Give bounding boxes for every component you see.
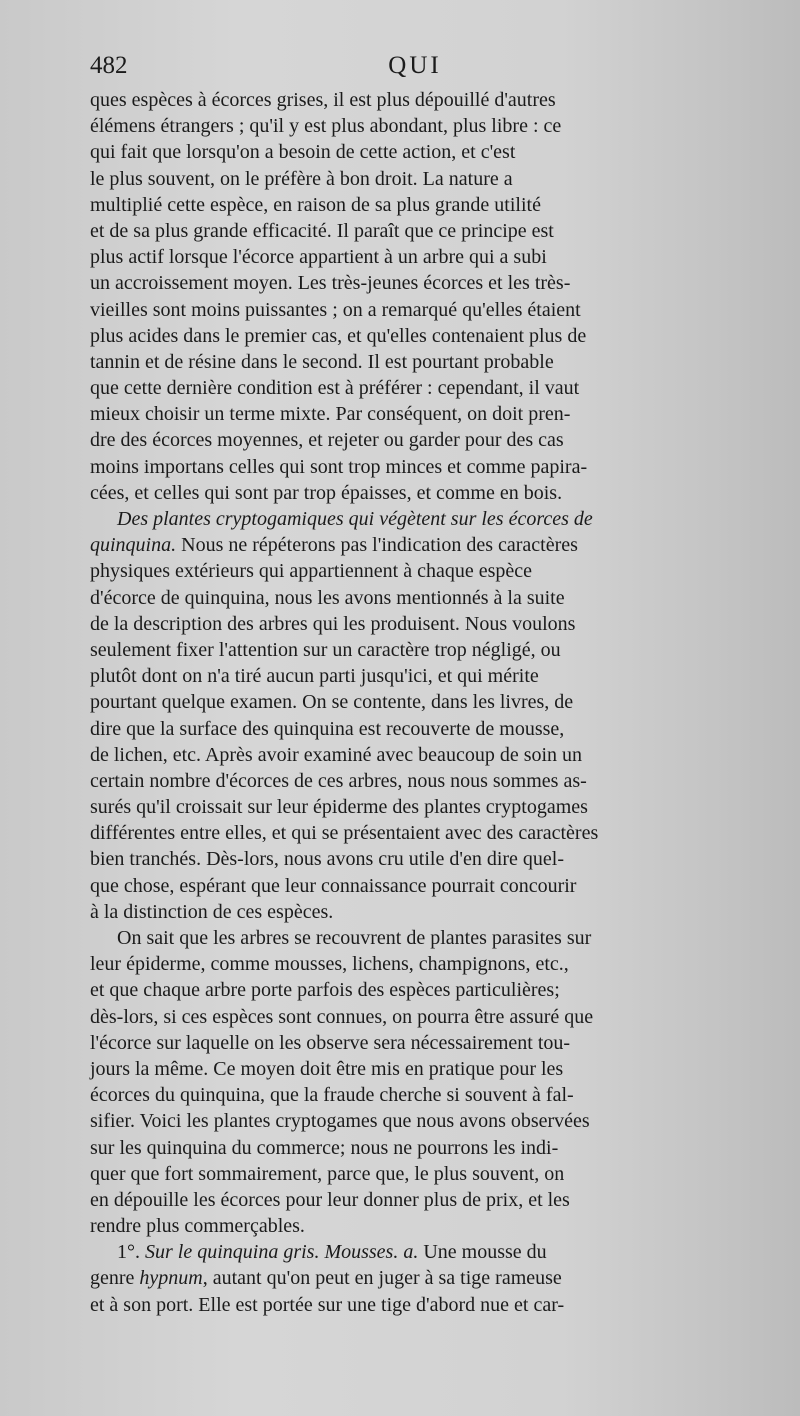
text-run: élémens étrangers ; qu'il y est plus abondant, plus libre : ce (90, 115, 562, 138)
text-run: et à son port. Elle est portée sur une tige d'abord nue et car- (90, 1293, 565, 1316)
text-line (90, 1239, 743, 1265)
text-line (90, 375, 743, 401)
text-line (90, 349, 743, 375)
text-run: le plus souvent, on le préfère à bon droit. La nature a (90, 167, 513, 190)
text-run: différentes entre elles, et qui se présentaient avec des caractères (90, 822, 599, 845)
text-line (90, 113, 743, 139)
text-line (90, 166, 743, 192)
text-line (90, 1161, 743, 1187)
text-run: , autant qu'on peut en juger à sa tige rameuse (202, 1267, 562, 1290)
text-run: de la description des arbres qui les produisent. Nous voulons (90, 612, 576, 635)
text-line (90, 716, 743, 742)
text-run: que chose, espérant que leur connaissance pourrait concourir (90, 874, 577, 897)
text-run: plus acides dans le premier cas, et qu'elles contenaient plus de (90, 324, 587, 347)
text-run: plutôt dont on n'a tiré aucun parti jusqu'ici, et qui mérite (90, 665, 539, 688)
text-line (90, 794, 743, 820)
text-run: en dépouille les écorces pour leur donner plus de prix, et les (90, 1188, 570, 1211)
text-line (90, 768, 743, 794)
text-line (90, 925, 743, 951)
text-line (90, 323, 743, 349)
text-run: d'écorce de quinquina, nous les avons mentionnés à la suite (90, 586, 565, 609)
text-run: dire que la surface des quinquina est recouverte de mousse, (90, 717, 565, 740)
text-run: et que chaque arbre porte parfois des espèces particulières; (90, 979, 560, 1002)
text-line (90, 270, 743, 296)
text-line (90, 297, 743, 323)
text-line (90, 1292, 743, 1318)
text-line (90, 873, 743, 899)
text-line (90, 1108, 743, 1134)
text-run: quer que fort sommairement, parce que, le plus souvent, on (90, 1162, 565, 1185)
text-line (90, 192, 743, 218)
text-run: dre des écorces moyennes, et rejeter ou garder pour des cas (90, 429, 564, 452)
text-line (90, 637, 743, 663)
text-run: bien tranchés. Dès-lors, nous avons cru utile d'en dire quel- (90, 848, 565, 871)
text-line (90, 1187, 743, 1213)
text-run: que cette dernière condition est à préférer : cependant, il vaut (90, 377, 580, 400)
text-line (90, 820, 743, 846)
text-run: Une mousse du (418, 1241, 547, 1264)
text-line (90, 532, 743, 558)
text-run: un accroissement moyen. Les très-jeunes écorces et les très- (90, 272, 571, 295)
text-run: tannin et de résine dans le second. Il est pourtant probable (90, 350, 554, 373)
text-line (90, 480, 743, 506)
text-run: surés qu'il croissait sur leur épiderme des plantes cryptogames (90, 796, 588, 819)
text-run: à la distinction de ces espèces. (90, 900, 334, 923)
text-line (90, 663, 743, 689)
text-run: vieilles sont moins puissantes ; on a remarqué qu'elles étaient (90, 298, 581, 321)
text-line (90, 427, 743, 453)
text-run: 1°. (117, 1241, 145, 1264)
text-line (90, 1213, 743, 1239)
text-run: qui fait que lorsqu'on a besoin de cette action, et c'est (90, 141, 516, 164)
text-run: l'écorce sur laquelle on les observe sera nécessairement tou- (90, 1031, 571, 1054)
text-line (90, 454, 743, 480)
italic-run: quinquina. (90, 534, 177, 557)
text-run: genre (90, 1267, 140, 1290)
text-line (90, 1004, 743, 1030)
text-run: seulement fixer l'attention sur un caractère trop négligé, ou (90, 638, 561, 661)
text-line (90, 951, 743, 977)
text-run: dès-lors, si ces espèces sont connues, on pourra être assuré que (90, 1005, 594, 1028)
text-run: multiplié cette espèce, en raison de sa plus grande utilité (90, 193, 541, 216)
text-line (90, 1135, 743, 1161)
text-line (90, 1265, 743, 1291)
text-run: On sait que les arbres se recouvrent de plantes parasites sur (117, 927, 592, 949)
text-line (90, 1082, 743, 1108)
text-run: sur les quinquina du commerce; nous ne pourrons les indi- (90, 1136, 559, 1159)
text-line (90, 585, 743, 611)
text-run: cées, et celles qui sont par trop épaisses, et comme en bois. (90, 481, 563, 504)
text-line (90, 846, 743, 872)
text-line (90, 899, 743, 925)
text-run: jours la même. Ce moyen doit être mis en pratique pour les (90, 1057, 564, 1080)
text-line (90, 742, 743, 768)
text-line (90, 401, 743, 427)
text-line (90, 139, 743, 165)
text-run: Nous ne répéterons pas l'indication des caractères (176, 534, 578, 557)
text-run: mieux choisir un terme mixte. Par conséquent, on doit pren- (90, 403, 571, 426)
text-line (90, 689, 743, 715)
text-line (90, 1056, 743, 1082)
italic-run: Des plantes cryptogamiques qui végètent sur les écorces de (117, 508, 593, 530)
text-line (90, 218, 743, 244)
italic-run: hypnum (139, 1267, 203, 1290)
text-run: sifier. Voici les plantes cryptogames que nous avons observées (90, 1110, 590, 1133)
page-header (90, 50, 740, 86)
page-number: 482 (90, 52, 128, 79)
text-line (90, 1030, 743, 1056)
italic-run: Sur le quinquina gris. Mousses. a. (145, 1241, 419, 1264)
text-run: physiques extérieurs qui appartiennent à chaque espèce (90, 560, 533, 583)
running-head: QUI (388, 52, 442, 79)
text-line (90, 611, 743, 637)
text-run: ques espèces à écorces grises, il est plus dépouillé d'autres (90, 89, 556, 111)
text-run: de lichen, etc. Après avoir examiné avec beaucoup de soin un (90, 743, 583, 766)
text-run: pourtant quelque examen. On se contente, dans les livres, de (90, 691, 574, 714)
text-line (90, 506, 743, 532)
text-line (90, 244, 743, 270)
text-line (90, 87, 743, 113)
text-run: rendre plus commerçables. (90, 1215, 305, 1238)
text-run: écorces du quinquina, que la fraude cherche si souvent à fal- (90, 1084, 574, 1107)
text-line (90, 977, 743, 1003)
text-run: certain nombre d'écorces de ces arbres, nous nous sommes as- (90, 769, 587, 792)
body-text (90, 87, 743, 1318)
text-run: leur épiderme, comme mousses, lichens, champignons, etc., (90, 953, 569, 976)
text-run: et de sa plus grande efficacité. Il paraît que ce principe est (90, 219, 554, 242)
text-run: moins importans celles qui sont trop minces et comme papira- (90, 455, 588, 478)
text-line (90, 558, 743, 584)
text-run: plus actif lorsque l'écorce appartient à un arbre qui a subi (90, 246, 547, 269)
